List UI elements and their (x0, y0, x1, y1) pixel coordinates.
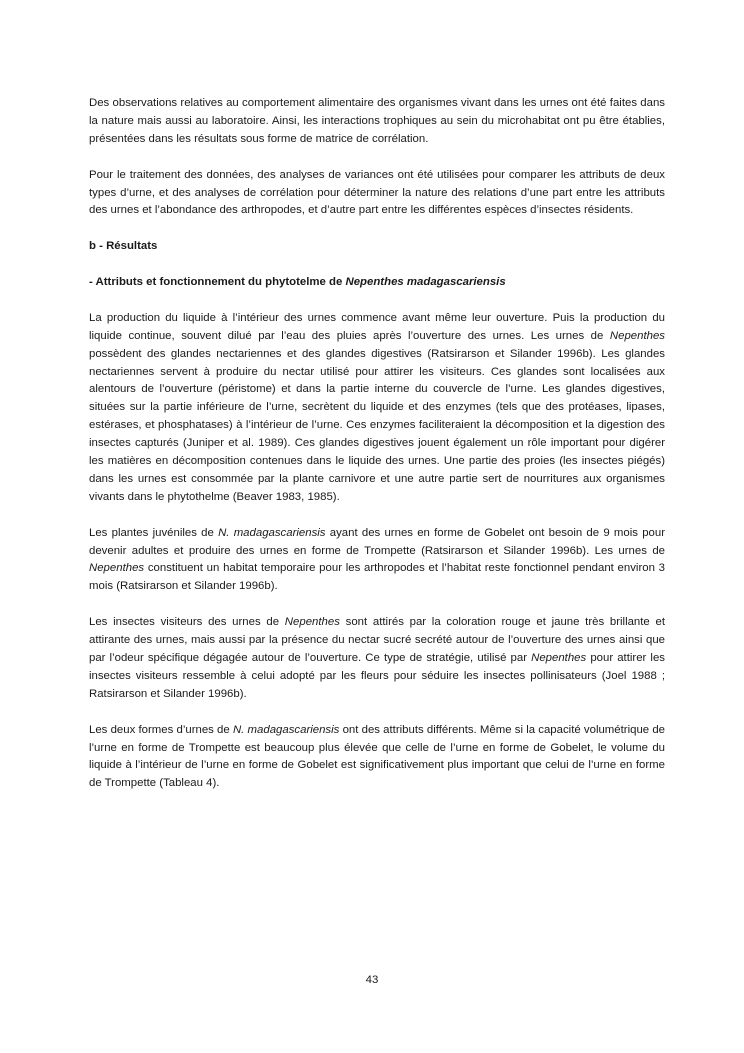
subheading-species: Nepenthes madagascariensis (345, 276, 506, 289)
paragraph-juvenile-plants (89, 525, 665, 597)
paragraph-urn-forms (89, 722, 665, 794)
text-run: Les deux formes d’urnes de (89, 723, 233, 736)
italic-species: N. madagascariensis (218, 526, 326, 539)
section-heading-results: b - Résultats (89, 240, 158, 253)
text-run: possèdent des glandes nectariennes et des glandes digestives (Ratsirarson et Silander 1996b). Les glandes nectariennes servent à produire du nectar utilisé pour attirer les visiteurs. Ces glandes sont localisées aux alentours de l’ouverture (péristome) et dans la partie interne du couvercle de l’urne. Les glandes digestives, situées sur la partie inférieure de l’urne, secrètent du liquide et des enzymes (tels que des protéases, lipases, estérases, et phosphatases) à l’intérieur de l’urne. Ces enzymes faciliteraient la décomposition et la digestion des insectes capturés (Juniper et al. 1989). Ces glandes digestives jouent également un rôle important pour digérer les matières en décomposition contenues dans le liquide des urnes. Une partie des proies (les insectes piégés) dans les urnes est consommée par la plante carnivore et une autre partie sert de nourritures aux organismes vivants dans le phytothelme (Beaver 1983, 1985). (89, 347, 665, 503)
italic-species: N. madagascariensis (232, 723, 340, 736)
text-run: Les insectes visiteurs des urnes de (89, 616, 285, 629)
subsection-heading (89, 274, 665, 292)
paragraph-data-analysis: Pour le traitement des données, des analyses de variances ont été utilisées pour comparer les attributs de deux types d’urne, et des analyses de corrélation pour déterminer la nature des relations d’une part entre les attributs des urnes et l’abondance des arthropodes, et d’autre part entre les différentes espèces d’insectes résidents. (89, 168, 665, 217)
paragraph-insect-visitors (89, 614, 665, 704)
paragraph-liquid-production (89, 310, 665, 507)
text-run: ont des attributs différents. Même si la capacité volumétrique de l’urne en forme de Trompette est beaucoup plus élevée que celle de l’urne en forme de Gobelet, le volume du liquide à l’intérieur de l’urne en forme de Gobelet est significativement plus important que celui de l’urne en forme de Trompette (Tableau 4). (89, 723, 666, 790)
text-run: La production du liquide à l’intérieur des urnes commence avant même leur ouverture. Puis la production du liquide continue, souvent dilué par l’eau des pluies après l’ouverture des urnes. Les urnes de (89, 311, 665, 342)
page-number: 43 (365, 974, 379, 986)
text-run: ayant des urnes en forme de Gobelet ont besoin de 9 mois pour devenir adultes et produire des urnes en forme de Trompette (Ratsirarson et Silander 1996b). Les urnes de (89, 526, 666, 557)
text-run: Les plantes juvéniles de (89, 526, 219, 539)
paragraph-observations: Des observations relatives au comportement alimentaire des organismes vivant dans les urnes ont été faites dans la nature mais aussi au laboratoire. Ainsi, les interactions trophiques au sein du microhabitat ont pu être établies, présentées dans les résultats sous forme de matrice de corrélation. (89, 97, 665, 145)
italic-genus: Nepenthes (531, 652, 587, 664)
italic-genus: Nepenthes (89, 562, 145, 575)
italic-genus: Nepenthes (609, 329, 665, 342)
subheading-text: - Attributs et fonctionnement du phytotelme de (89, 276, 346, 289)
text-run: constituent un habitat temporaire pour les arthropodes et l’habitat reste fonctionnel pendant environ 3 mois (Ratsirarson et Silander 1996b). (89, 562, 665, 593)
document-body (89, 95, 665, 793)
text-run: pour attirer les insectes visiteurs ressemble à celui adopté par les fleurs pour séduire les insectes pollinisateurs (Joel 1988 ; Ratsirarson et Silander 1996b). (89, 652, 665, 700)
italic-genus: Nepenthes (284, 616, 340, 629)
text-run: sont attirés par la coloration rouge et jaune très brillante et attirante des urnes, mais aussi par la présence du nectar sucré secrété autour de l’ouverture des urnes ainsi que par l’odeur spécifique dégagée autour de l’ouverture. Ce type de stratégie, utilisé par (89, 616, 665, 664)
